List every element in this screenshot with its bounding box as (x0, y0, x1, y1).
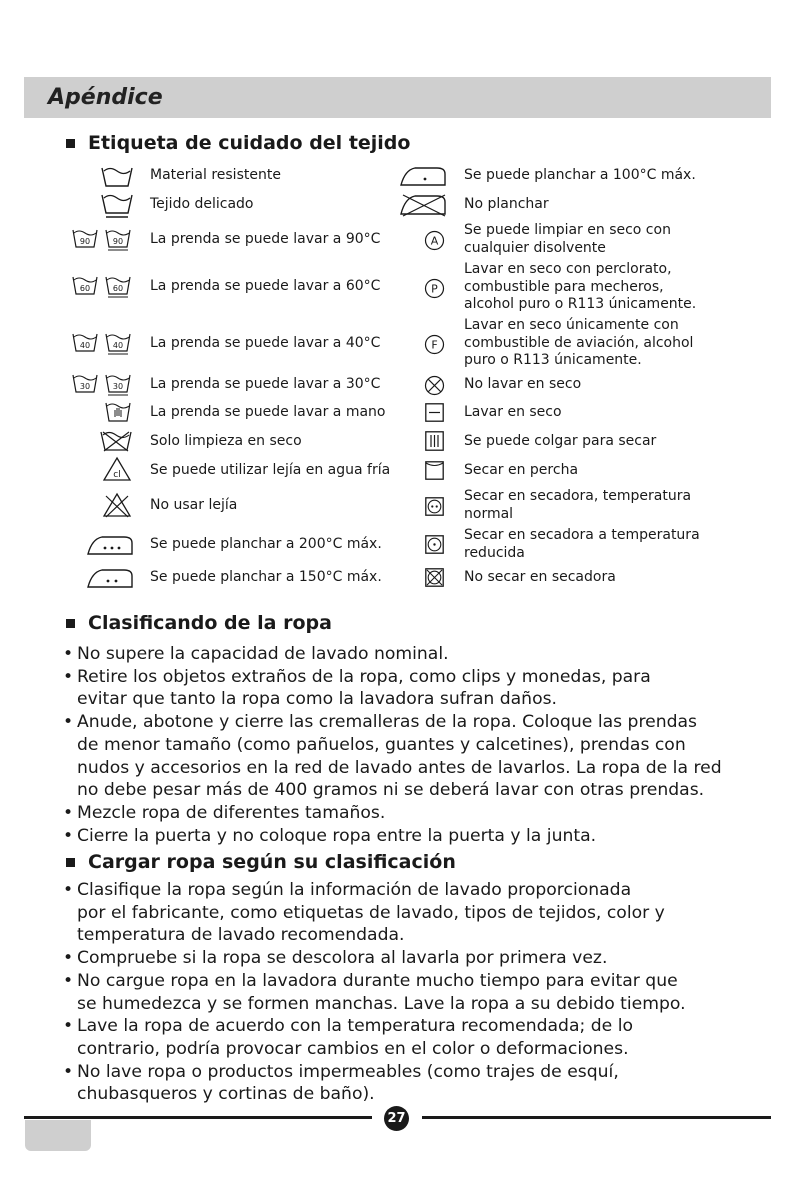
dry-clean-f-icon (424, 334, 445, 355)
line-dry-icon (425, 461, 444, 480)
wash-tub-icon (101, 165, 133, 189)
care-label-left: Material resistente (150, 167, 281, 183)
tumble-dry-normal-icon (425, 497, 444, 516)
care-label-right: Lavar en seco con perclorato, combustible para mecheros, alcohol puro o R113 únicamente. (464, 261, 697, 312)
iron-medium-icon (86, 567, 134, 589)
care-section-title (66, 132, 410, 154)
wash-90-icon (72, 228, 136, 252)
no-dry-clean-icon (424, 375, 445, 396)
list-item: • Anude, abotone y cierre las cremalleras de la ropa. Coloque las prendas de menor tamaño (como pañuelos, guantes y calcetines), prendas con nudos y accesorios en la red de lavado antes de lavarlos. La ropa de la red no debe pesar más de 400 gramos ni se deberá lavar con otras prendas. (63, 711, 778, 802)
care-label-right: No secar en secadora (464, 569, 616, 585)
square-bullet-icon (66, 858, 75, 867)
loading-section-title (66, 851, 456, 873)
list-item: • Retire los objetos extraños de la ropa, como clips y monedas, para evitar que tanto la ropa como la lavadora sufran daños. (63, 666, 778, 711)
svg-text:A: A (430, 234, 439, 248)
no-bleach-icon (102, 492, 132, 518)
care-label-right: Se puede planchar a 100°C máx. (464, 167, 696, 183)
square-bullet-icon (66, 139, 75, 148)
care-label-left: La prenda se puede lavar a 90°C (150, 231, 381, 247)
cold-bleach-icon (102, 456, 132, 482)
list-item: • Lave la ropa de acuerdo con la temperatura recomendada; de lo contrario, podría provocar cambios en el color o deformaciones. (63, 1015, 778, 1060)
care-label-right: Lavar en seco (464, 404, 562, 420)
footer-tab (25, 1120, 91, 1151)
list-item: • Clasifique la ropa según la información de lavado proporcionada por el fabricante, como etiquetas de lavado, tipos de tejidos, color y temperatura de lavado recomendada. (63, 879, 778, 947)
care-label-left: No usar lejía (150, 497, 238, 513)
svg-text:40: 40 (112, 341, 124, 350)
dry-clean-a-icon (424, 230, 445, 251)
list-item: • No supere la capacidad de lavado nominal. (63, 643, 778, 666)
care-label-right: Secar en secadora a temperatura reducida (464, 527, 700, 561)
dry-flat-icon (425, 403, 444, 422)
tumble-dry-low-icon (425, 535, 444, 554)
care-label-right: Lavar en seco únicamente con combustible de aviación, alcohol puro o R113 únicamente. (464, 317, 694, 368)
svg-text:P: P (431, 282, 438, 296)
care-label-left: La prenda se puede lavar a 40°C (150, 335, 381, 351)
care-label-right: Secar en percha (464, 462, 579, 478)
sorting-list (63, 643, 778, 847)
care-label-left: Solo limpieza en seco (150, 433, 302, 449)
sorting-section-title-text: Clasificando de la ropa (88, 612, 332, 634)
care-section-title-text: Etiqueta de cuidado del tejido (88, 132, 411, 154)
iron-high-icon (86, 534, 134, 556)
svg-text:F: F (431, 338, 438, 352)
no-wash-icon (100, 429, 132, 453)
footer-rule-right (422, 1116, 771, 1119)
wash-tub-gentle-icon (101, 192, 133, 220)
svg-text:60: 60 (112, 284, 124, 293)
care-label-left: Se puede planchar a 200°C máx. (150, 536, 382, 552)
dry-clean-p-icon (424, 278, 445, 299)
svg-text:cl: cl (113, 470, 121, 480)
loading-list (63, 879, 778, 1106)
sorting-section-title (66, 612, 332, 634)
list-item: • No lave ropa o productos impermeables (como trajes de esquí, chubasqueros y cortinas de baño). (63, 1061, 778, 1106)
page-title: Apéndice (48, 85, 163, 110)
wash-60-icon (72, 275, 136, 299)
care-label-left: La prenda se puede lavar a 30°C (150, 376, 381, 392)
svg-text:30: 30 (112, 382, 124, 391)
page-number: 27 (384, 1106, 409, 1131)
list-item: • Compruebe si la ropa se descolora al lavarla por primera vez. (63, 947, 778, 970)
svg-text:90: 90 (112, 237, 124, 246)
svg-text:30: 30 (79, 382, 91, 391)
svg-text:40: 40 (79, 341, 91, 350)
square-bullet-icon (66, 619, 75, 628)
care-label-right: Secar en secadora, temperatura normal (464, 488, 692, 522)
care-label-right: No planchar (464, 196, 549, 212)
list-item: • No cargue ropa en la lavadora durante mucho tiempo para evitar que se humedezca y se formen manchas. Lave la ropa a su debido tiempo. (63, 970, 778, 1015)
care-label-left: La prenda se puede lavar a mano (150, 404, 386, 420)
list-item: • Cierre la puerta y no coloque ropa entre la puerta y la junta. (63, 825, 778, 848)
footer-rule-left (24, 1116, 372, 1119)
wash-30-icon (72, 373, 136, 397)
care-label-right: No lavar en seco (464, 376, 582, 392)
loading-section-title-text: Cargar ropa según su clasificación (88, 851, 456, 873)
no-iron-icon (399, 193, 447, 217)
care-label-left: Se puede planchar a 150°C máx. (150, 569, 382, 585)
iron-low-icon (399, 165, 447, 187)
svg-text:60: 60 (79, 284, 91, 293)
care-label-left: Tejido delicado (150, 196, 254, 212)
svg-text:90: 90 (79, 237, 91, 246)
wash-40-icon (72, 332, 136, 356)
no-tumble-dry-icon (425, 568, 444, 587)
drip-dry-icon (425, 431, 444, 451)
care-label-left: Se puede utilizar lejía en agua fría (150, 462, 391, 478)
care-label-right: Se puede colgar para secar (464, 433, 657, 449)
header-band (24, 77, 771, 118)
care-label-right: Se puede limpiar en seco con cualquier disolvente (464, 222, 671, 256)
list-item: • Mezcle ropa de diferentes tamaños. (63, 802, 778, 825)
care-label-left: La prenda se puede lavar a 60°C (150, 278, 381, 294)
hand-wash-icon (105, 400, 131, 424)
